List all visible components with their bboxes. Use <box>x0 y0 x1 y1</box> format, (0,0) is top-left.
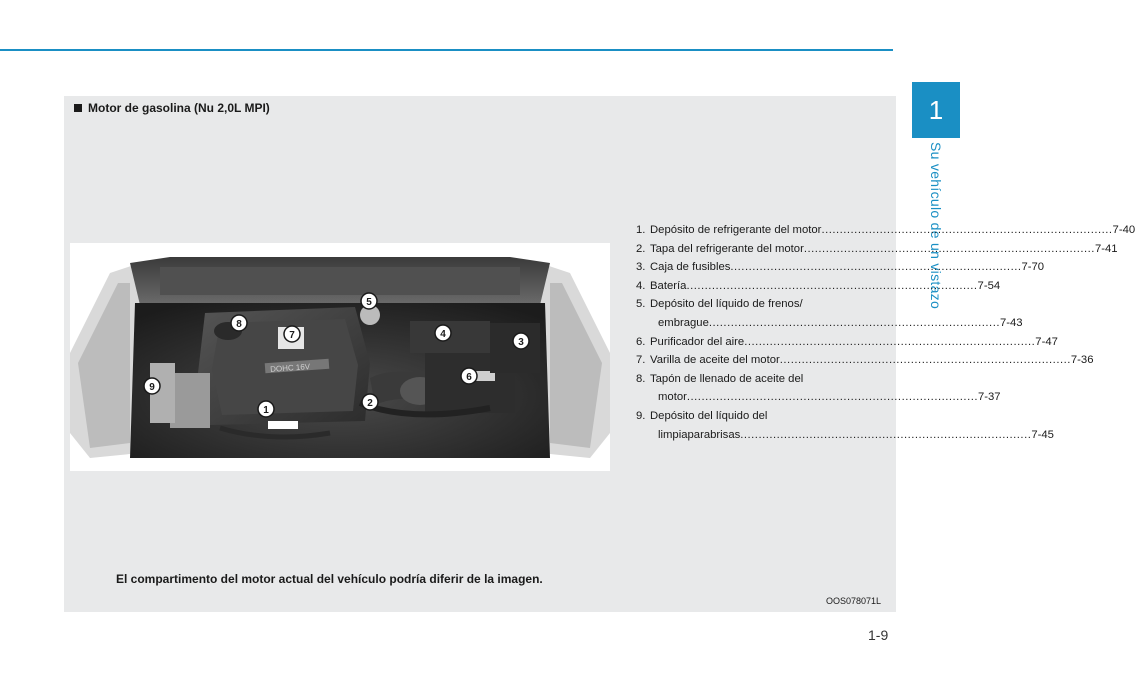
engine-cover-label: DOHC 16V <box>269 362 311 374</box>
legend-item-page[interactable]: 7-47 <box>1035 335 1058 348</box>
engine-bay-illustration <box>70 243 610 471</box>
legend-item <box>636 221 1135 240</box>
legend-item-number: 7. <box>636 354 646 367</box>
chapter-tab[interactable] <box>912 82 960 138</box>
legend-item <box>636 277 1001 296</box>
legend-item-label: Caja de fusibles <box>650 261 731 274</box>
disclaimer-note: El compartimento del motor actual del vehículo podría diferir de la imagen. <box>116 572 543 586</box>
leader-dots: ................................................................................ <box>730 261 1022 274</box>
legend-item-number: 1. <box>636 224 646 236</box>
legend-item <box>636 370 1001 407</box>
engine-bay-photo <box>70 243 610 471</box>
callout-7 <box>284 326 300 342</box>
leader-dots: ................................................................................ <box>686 279 978 292</box>
callout-6 <box>461 368 477 384</box>
legend-item-label: Varilla de aceite del motor <box>650 354 780 367</box>
legend-item-page[interactable]: 7-37 <box>977 391 1001 404</box>
callout-1 <box>258 401 274 417</box>
legend-item-number: 9. <box>636 409 646 422</box>
photo-code: OOS078071L <box>826 596 882 606</box>
leader-dots: ................................................................................ <box>744 335 1036 348</box>
legend-item <box>636 240 1118 259</box>
callout-3 <box>513 333 529 349</box>
svg-text:3: 3 <box>518 337 524 348</box>
legend-item <box>636 258 1045 277</box>
header-rule <box>0 49 893 51</box>
leader-dots: ................................................................................ <box>686 391 978 404</box>
svg-text:1: 1 <box>263 405 269 416</box>
legend-item-number: 8. <box>636 372 646 385</box>
legend-item-number: 4. <box>636 279 646 292</box>
legend-item-page[interactable]: 7-41 <box>1094 242 1118 255</box>
svg-text:6: 6 <box>466 372 472 383</box>
legend-item-label: Depósito del líquido del <box>650 409 768 422</box>
leader-dots: ................................................................................ <box>821 224 1113 236</box>
legend-item-label: Batería <box>650 279 687 292</box>
legend-item-number: 6. <box>636 335 646 348</box>
svg-text:9: 9 <box>149 382 155 393</box>
callout-9 <box>144 378 160 394</box>
chapter-number: 1 <box>928 94 944 125</box>
svg-text:4: 4 <box>440 329 446 340</box>
legend-item-label: Depósito de refrigerante del motor <box>650 224 822 236</box>
legend-item-page[interactable]: 7-43 <box>999 316 1023 329</box>
legend-item <box>636 351 1094 370</box>
leader-dots: ................................................................................ <box>803 242 1095 255</box>
section-heading <box>74 101 270 115</box>
legend-item-page[interactable]: 7-70 <box>1021 261 1045 274</box>
legend-item-page[interactable]: 7-45 <box>1031 428 1054 441</box>
leader-dots: ................................................................................ <box>779 354 1071 367</box>
legend-item <box>636 407 1054 444</box>
leader-dots: ................................................................................ <box>740 428 1032 441</box>
legend-item-label: Tapa del refrigerante del motor <box>650 242 804 255</box>
legend-item-label: Depósito del líquido de frenos/ <box>650 298 803 311</box>
callout-8 <box>231 315 247 331</box>
legend-item-label: Tapón de llenado de aceite del <box>650 372 804 385</box>
section-heading-text: Motor de gasolina (Nu 2,0L MPI) <box>88 101 270 115</box>
legend-item-label: embrague <box>658 316 709 329</box>
legend-item-number: 3. <box>636 261 646 274</box>
legend-item <box>636 295 1023 332</box>
legend-item <box>636 333 1058 352</box>
chapter-title: Su vehículo de un vistazo <box>928 142 944 310</box>
callout-5 <box>361 293 377 309</box>
legend-item-number: 5. <box>636 298 646 311</box>
legend-item-label: motor <box>658 391 687 404</box>
legend-item-label: limpiaparabrisas <box>658 428 741 441</box>
square-bullet-icon <box>74 104 82 112</box>
svg-text:7: 7 <box>289 330 295 341</box>
page-number: 1-9 <box>868 627 889 643</box>
leader-dots: ................................................................................ <box>708 316 1000 329</box>
svg-text:2: 2 <box>367 398 373 409</box>
legend-item-number: 2. <box>636 242 646 255</box>
legend-item-page[interactable]: 7-40 <box>1112 224 1135 236</box>
legend-item-page[interactable]: 7-54 <box>977 279 1001 292</box>
callout-2 <box>362 394 378 410</box>
legend-item-label: Purificador del aire <box>650 335 745 348</box>
svg-text:5: 5 <box>366 297 372 308</box>
legend-item-page[interactable]: 7-36 <box>1070 354 1094 367</box>
callout-4 <box>435 325 451 341</box>
svg-text:8: 8 <box>236 319 242 330</box>
